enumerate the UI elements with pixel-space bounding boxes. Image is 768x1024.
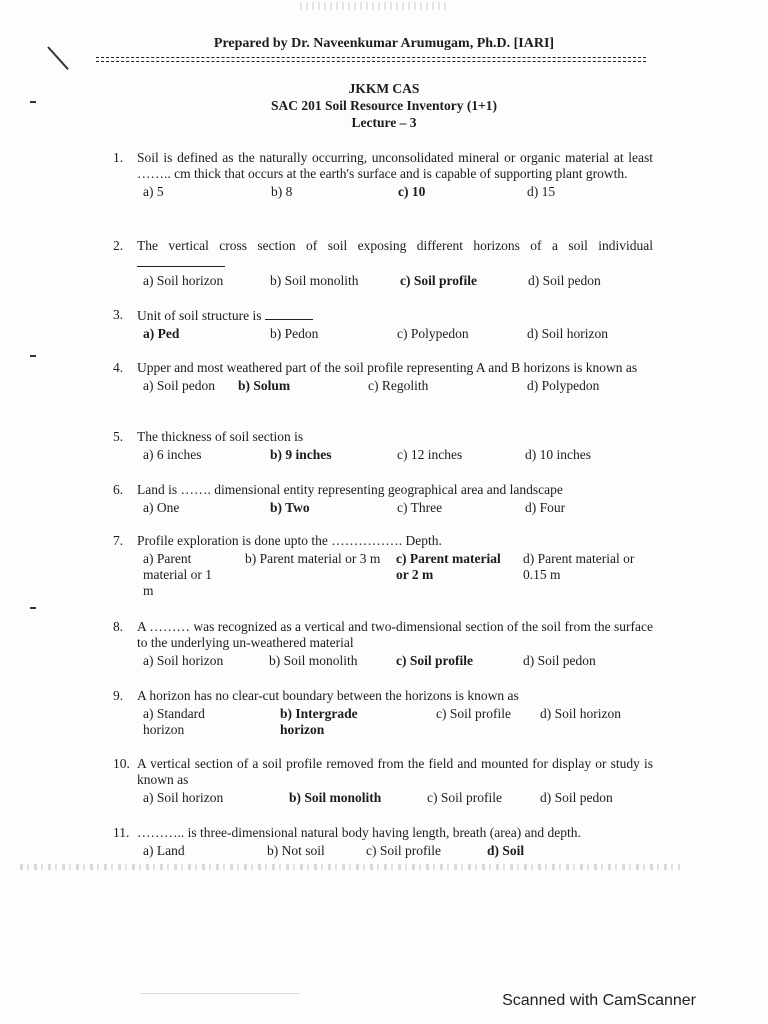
question-6 <box>113 482 653 518</box>
options-row <box>137 790 653 808</box>
options-row <box>137 184 653 202</box>
option-b: b) 8 <box>271 184 293 199</box>
option-c: c) Soil profile <box>427 790 502 805</box>
option-b: b) Not soil <box>267 843 325 858</box>
question-stem: The vertical cross section of soil exposing different horizons of a soil individual <box>137 238 653 253</box>
option-a: a) One <box>143 500 180 515</box>
option-a: a) Land <box>143 843 185 858</box>
question-stem: A ……… was recognized as a vertical and two-dimensional section of the soil from the surface to the underlying un-weathered material <box>137 619 653 650</box>
header-divider <box>96 57 646 58</box>
option-a: a) Standard horizon <box>143 706 205 737</box>
course-title: SAC 201 Soil Resource Inventory (1+1) <box>270 98 498 113</box>
option-b: b) Pedon <box>270 326 319 341</box>
option-c: c) 12 inches <box>397 447 463 462</box>
option-d: d) Soil horizon <box>527 326 608 341</box>
options-row <box>137 273 653 291</box>
question-7 <box>113 533 653 601</box>
margin-tick <box>30 355 36 357</box>
question-number: 6. <box>113 482 124 497</box>
answer-blank <box>137 254 225 267</box>
question-number: 7. <box>113 533 124 548</box>
option-c-correct: c) 10 <box>398 184 426 199</box>
option-a: a) Parent material or 1 m <box>143 551 212 598</box>
scanner-watermark: Scanned with CamScanner <box>502 992 696 1009</box>
question-8 <box>113 619 653 671</box>
option-d: d) Four <box>525 500 566 515</box>
option-d: d) Soil pedon <box>523 653 596 668</box>
scan-artifact <box>20 864 680 870</box>
option-d: d) Polypedon <box>527 378 600 393</box>
question-number: 1. <box>113 150 124 165</box>
prepared-by-header: Prepared by Dr. Naveenkumar Arumugam, Ph.D. [IARI] <box>213 36 555 51</box>
question-10 <box>113 756 653 808</box>
question-stem: A vertical section of a soil profile removed from the field and mounted for display or study is known as <box>137 756 653 787</box>
question-number: 11. <box>113 825 130 840</box>
question-number: 9. <box>113 688 124 703</box>
option-d-correct: d) Soil <box>487 843 525 858</box>
question-2 <box>113 238 653 291</box>
option-c: c) Soil profile <box>436 706 511 721</box>
option-d: d) 10 inches <box>525 447 591 462</box>
option-b: b) Soil monolith <box>269 653 358 668</box>
question-11 <box>113 825 653 861</box>
question-number: 5. <box>113 429 124 444</box>
option-a: a) 5 <box>143 184 164 199</box>
question-stem: ……….. is three-dimensional natural body having length, breath (area) and depth. <box>137 825 581 840</box>
question-stem: Soil is defined as the naturally occurring, unconsolidated mineral or organic material at least …….. cm thick that occurs at the earth's surface and is capable of supporting plant growth. <box>137 150 653 181</box>
question-number: 3. <box>113 307 124 322</box>
options-row <box>137 447 653 465</box>
option-c-correct: c) Parent material or 2 m <box>396 551 501 582</box>
options-row <box>137 326 653 344</box>
option-c-correct: c) Soil profile <box>400 273 477 288</box>
scan-artifact <box>140 993 300 994</box>
option-b-correct: b) 9 inches <box>270 447 332 462</box>
option-a: a) Soil horizon <box>143 273 224 288</box>
option-b: b) Parent material or 3 m <box>245 551 381 566</box>
question-5 <box>113 429 653 465</box>
option-c: c) Polypedon <box>397 326 469 341</box>
question-stem: A horizon has no clear-cut boundary between the horizons is known as <box>137 688 519 703</box>
question-stem: Unit of soil structure is <box>137 308 262 323</box>
question-number: 8. <box>113 619 124 634</box>
option-b-correct: b) Solum <box>238 378 291 393</box>
question-stem: Profile exploration is done upto the ……………. Depth. <box>137 533 442 548</box>
option-b-correct: b) Two <box>270 500 310 515</box>
option-a: a) Soil horizon <box>143 653 224 668</box>
question-stem: Upper and most weathered part of the soil profile representing A and B horizons is known as <box>137 360 638 375</box>
institution-name: JKKM CAS <box>348 81 420 96</box>
document-title <box>0 80 768 131</box>
option-c-correct: c) Soil profile <box>396 653 473 668</box>
option-c: c) Three <box>397 500 443 515</box>
option-d: d) Soil pedon <box>528 273 601 288</box>
question-number: 4. <box>113 360 124 375</box>
question-stem: The thickness of soil section is <box>137 429 304 444</box>
options-row <box>137 706 653 740</box>
option-a-correct: a) Ped <box>143 326 180 341</box>
option-d: d) Parent material or 0.15 m <box>523 551 635 582</box>
option-a: a) Soil pedon <box>143 378 215 393</box>
answer-blank <box>265 307 313 320</box>
header-divider-2 <box>96 61 646 62</box>
question-9 <box>113 688 653 740</box>
options-row <box>137 500 653 518</box>
question-number: 10. <box>113 756 130 771</box>
lecture-number: Lecture – 3 <box>351 115 417 130</box>
question-stem: Land is ……. dimensional entity representing geographical area and landscape <box>137 482 563 497</box>
option-b-correct: b) Soil monolith <box>289 790 382 805</box>
question-number: 2. <box>113 238 124 253</box>
options-row <box>137 653 653 671</box>
question-1 <box>113 150 653 202</box>
options-row <box>137 378 653 396</box>
option-b: b) Soil monolith <box>270 273 359 288</box>
option-d: d) Soil pedon <box>540 790 613 805</box>
margin-tick <box>30 607 36 609</box>
question-4 <box>113 360 653 396</box>
option-d: d) Soil horizon <box>540 706 621 721</box>
option-a: a) Soil horizon <box>143 790 224 805</box>
option-b-correct: b) Intergrade horizon <box>280 706 358 737</box>
option-a: a) 6 inches <box>143 447 202 462</box>
option-c: c) Soil profile <box>366 843 441 858</box>
option-c: c) Regolith <box>368 378 429 393</box>
option-d: d) 15 <box>527 184 556 199</box>
options-row <box>137 551 653 601</box>
scan-artifact <box>300 2 450 10</box>
question-3 <box>113 307 653 344</box>
options-row <box>137 843 653 861</box>
